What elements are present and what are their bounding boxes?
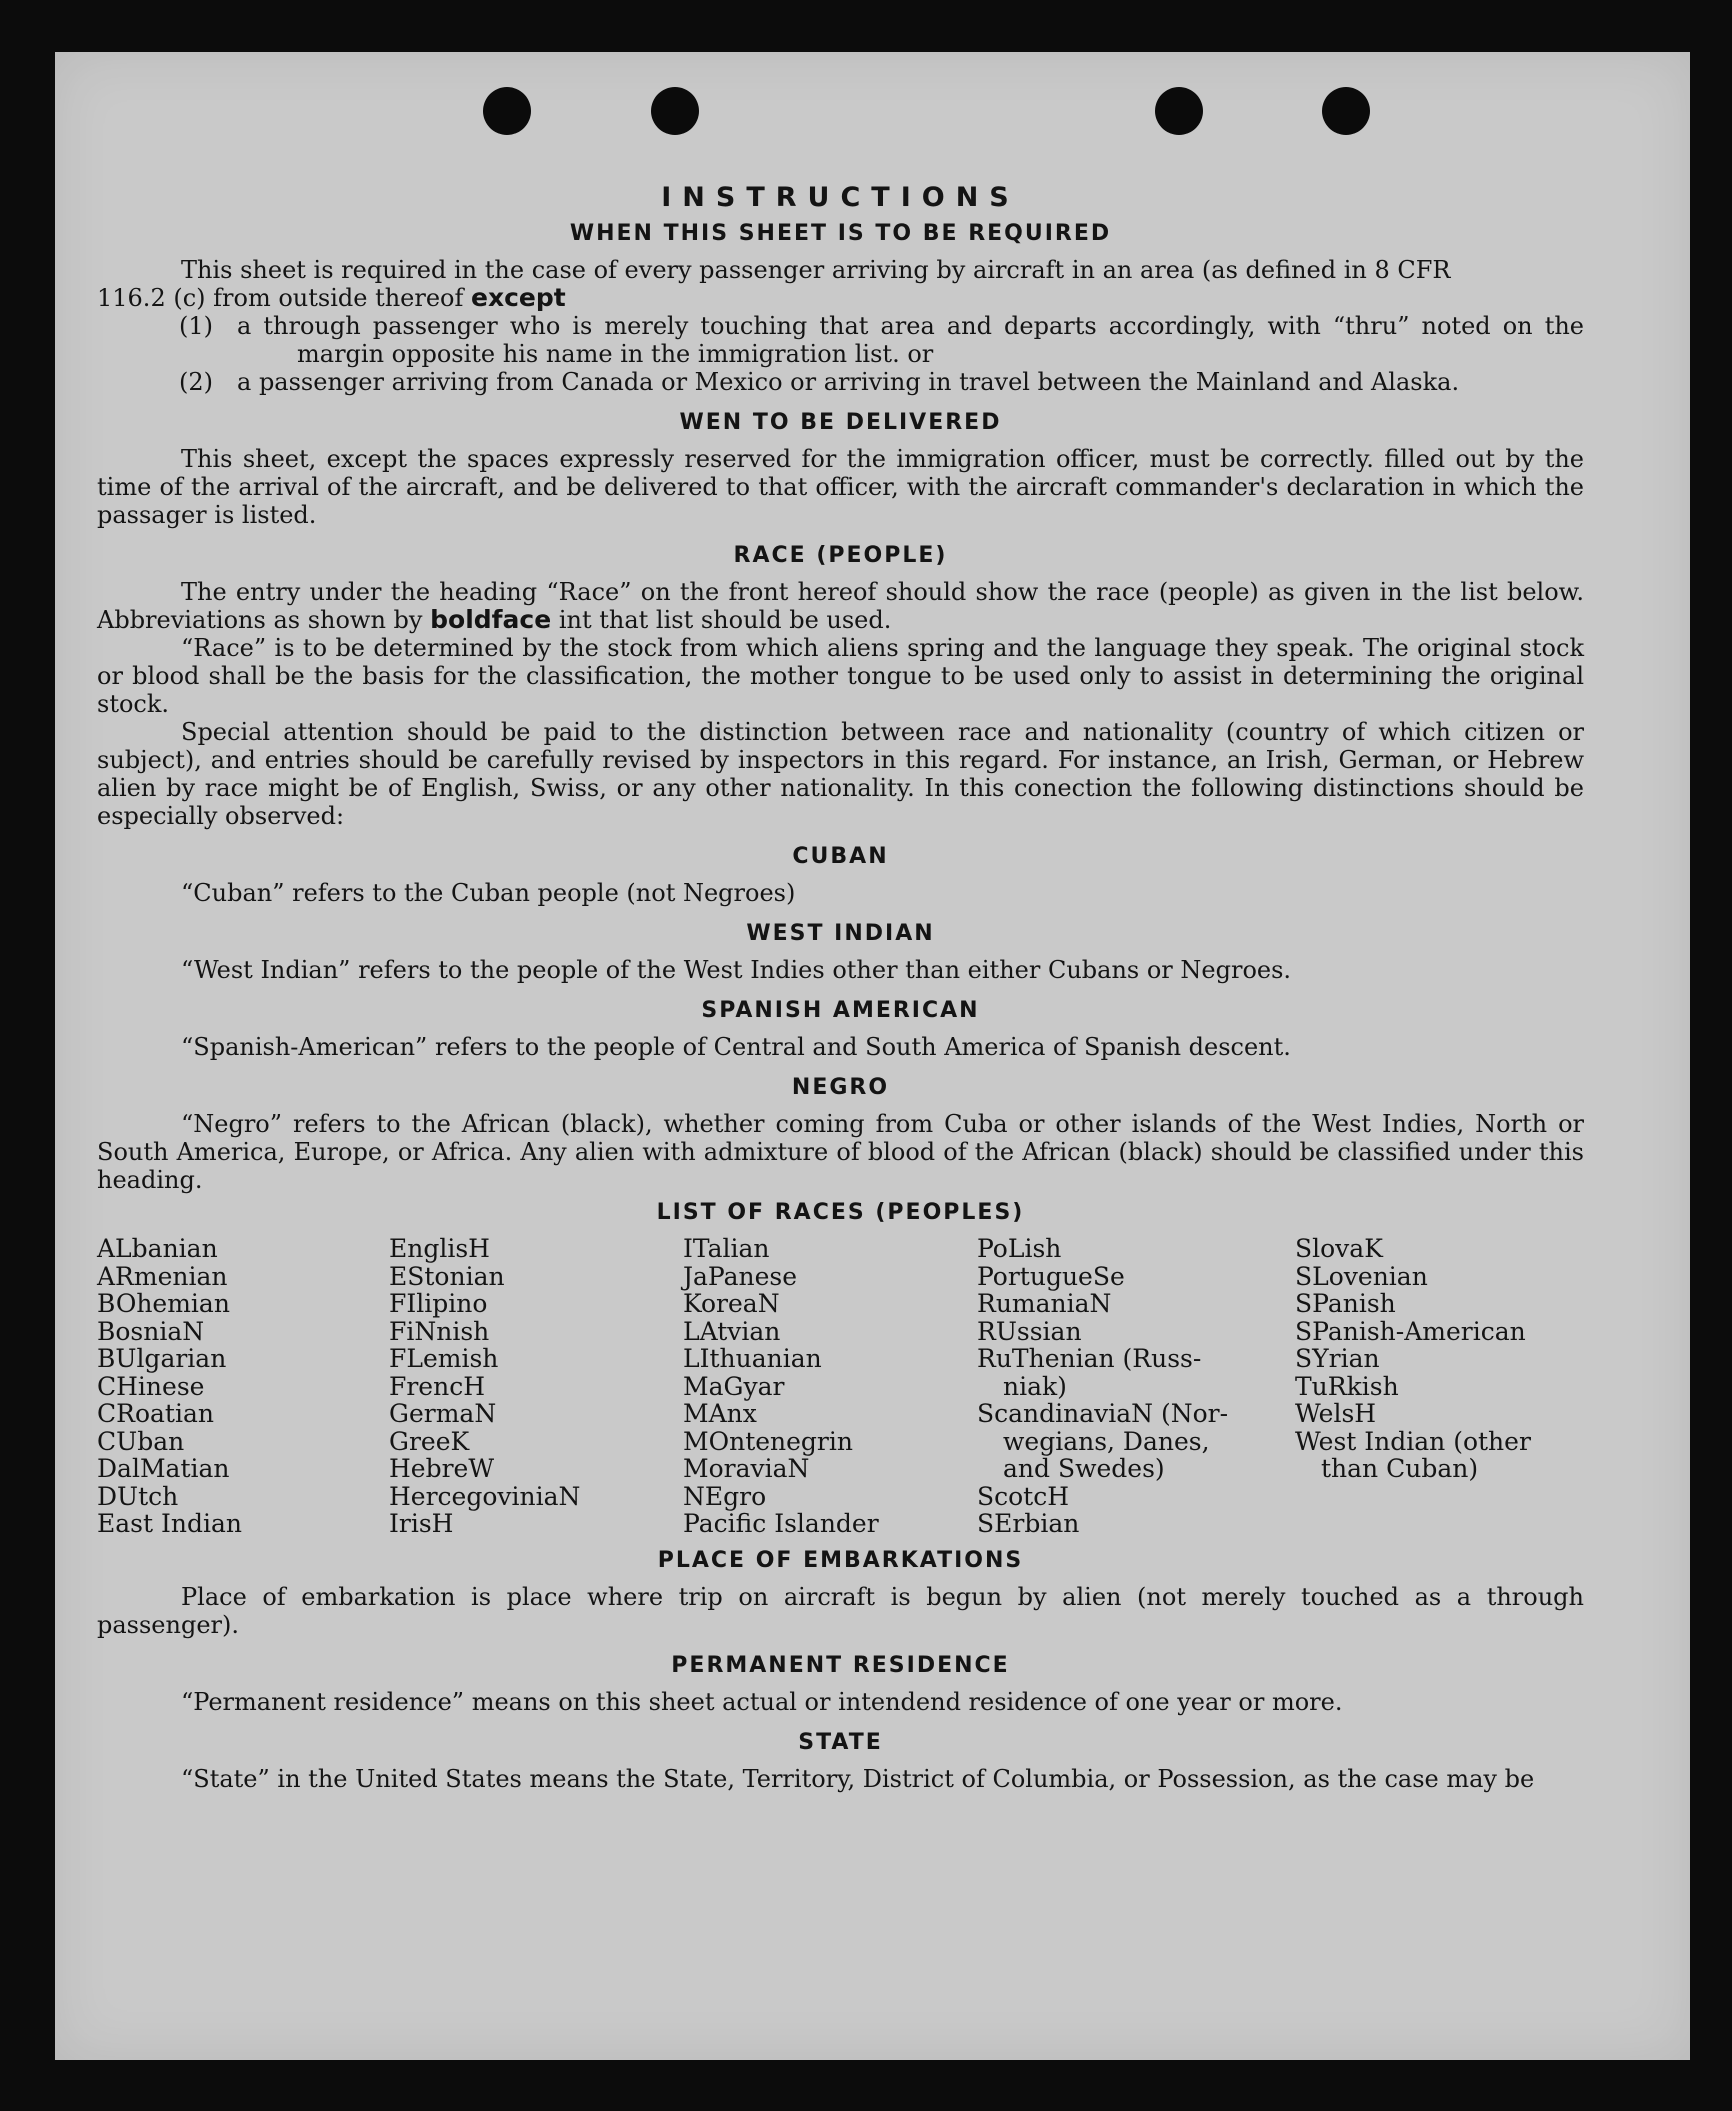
race-entry: and Swedes) bbox=[1003, 1454, 1165, 1483]
punch-hole bbox=[1155, 87, 1203, 135]
race-entry: FIlipino bbox=[389, 1289, 488, 1318]
race-entry: MOntenegrin bbox=[683, 1426, 853, 1456]
race-entry: WelsH bbox=[1295, 1399, 1377, 1428]
spanish-american-definition: “Spanish-American” refers to the people of Central and South America of Spanish descent. bbox=[181, 1033, 1291, 1061]
race-entry: LIthuanian bbox=[683, 1344, 822, 1373]
heading-west-indian: WEST INDIAN bbox=[746, 921, 935, 946]
race-entry: MoraviaN bbox=[683, 1454, 810, 1483]
state-definition: “State” in the United States means the State, Territory, District of Columbia, or Possession, as the case may be bbox=[181, 1764, 1535, 1793]
heading-spanish-american: SPANISH AMERICAN bbox=[701, 998, 980, 1023]
heading-when-delivered: WEN TO BE DELIVERED bbox=[679, 410, 1002, 435]
race-entry: PoLish bbox=[977, 1234, 1062, 1263]
heading-state: STATE bbox=[798, 1729, 883, 1755]
race-entry: FiNnish bbox=[389, 1316, 490, 1346]
race-entry: ITalian bbox=[683, 1234, 770, 1263]
when-required-intro: This sheet is required in the case of every passenger arriving by aircraft in an area (as defined in 8 CFR bbox=[181, 256, 1451, 284]
race-entry: than Cuban) bbox=[1321, 1454, 1479, 1483]
page-title: INSTRUCTIONS bbox=[661, 182, 1020, 213]
race-entry: HercegoviniaN bbox=[389, 1481, 581, 1511]
west-indian-definition: “West Indian” refers to the people of the West Indies other than either Cubans or Negroes. bbox=[181, 956, 1292, 984]
heading-permanent-residence: PERMANENT RESIDENCE bbox=[671, 1652, 1010, 1678]
race-entry: JaPanese bbox=[683, 1261, 798, 1291]
race-entry: SYrian bbox=[1295, 1344, 1380, 1373]
race-entry: BUlgarian bbox=[97, 1344, 227, 1373]
punch-hole bbox=[1322, 87, 1370, 135]
race-entry: Pacific Islander bbox=[683, 1509, 879, 1538]
race-entry: EnglisH bbox=[389, 1234, 490, 1263]
race-entry: NEgro bbox=[683, 1481, 767, 1511]
race-entry: PortugueSe bbox=[977, 1261, 1125, 1291]
races-column bbox=[97, 1235, 389, 1538]
race-entry: EStonian bbox=[389, 1261, 505, 1291]
race-paragraph-1: The entry under the heading “Race” on the front hereof should show the race (people) as given in the list below. Abbreviations as shown by boldface int that list should be used. bbox=[97, 578, 1584, 634]
race-entry: ScandinaviaN (Nor- bbox=[977, 1399, 1229, 1428]
heading-list-of-races: LIST OF RACES (PEOPLES) bbox=[656, 1200, 1025, 1225]
instructions-content bbox=[97, 182, 1584, 1793]
race-entry: SErbian bbox=[977, 1509, 1080, 1538]
race-entry: MAnx bbox=[683, 1399, 757, 1428]
race-entry: CHinese bbox=[97, 1371, 205, 1401]
race-entry: HebreW bbox=[389, 1454, 495, 1483]
race-entry: CRoatian bbox=[97, 1399, 214, 1428]
heading-when-required: WHEN THIS SHEET IS TO BE REQUIRED bbox=[569, 221, 1112, 246]
race-entry: TuRkish bbox=[1295, 1371, 1399, 1401]
when-required-cfr: 116.2 (c) from outside thereof except bbox=[97, 283, 566, 312]
punch-hole bbox=[483, 87, 531, 135]
race-entry: SPanish-American bbox=[1295, 1316, 1526, 1346]
races-column bbox=[683, 1235, 977, 1538]
heading-cuban: CUBAN bbox=[792, 844, 889, 869]
race-entry: SlovaK bbox=[1295, 1234, 1383, 1263]
races-column bbox=[977, 1235, 1295, 1538]
race-paragraph-3: Special attention should be paid to the distinction between race and nationality (country of which citizen or subject), and entries should be carefully revised by inspectors in this regard. For instance, an Irish, German, or Hebrew alien by race might be of English, Swiss, or any other nationality. In this conection the following distinctions should be especially observed: bbox=[97, 718, 1584, 830]
cuban-definition: “Cuban” refers to the Cuban people (not Negroes) bbox=[181, 879, 796, 907]
race-paragraph-2: “Race” is to be determined by the stock from which aliens spring and the language they speak. The original stock or blood shall be the basis for the classification, the mother tongue to be used only to assist in determining the original stock. bbox=[97, 634, 1584, 718]
negro-definition: “Negro” refers to the African (black), whether coming from Cuba or other islands of the West Indies, North or South America, Europe, or Africa. Any alien with admixture of blood of the African (black) should be classified under this heading. bbox=[97, 1110, 1584, 1194]
heading-race: RACE (PEOPLE) bbox=[733, 543, 948, 568]
race-entry: RUssian bbox=[977, 1316, 1082, 1346]
race-entry: GermaN bbox=[389, 1399, 497, 1428]
race-entry: niak) bbox=[1003, 1371, 1067, 1401]
race-entry: FrencH bbox=[389, 1371, 485, 1401]
race-entry: LAtvian bbox=[683, 1316, 781, 1346]
race-entry: KoreaN bbox=[683, 1289, 780, 1318]
race-entry: GreeK bbox=[389, 1426, 470, 1456]
exception-item-1: (1) a through passenger who is merely touching that area and departs accordingly, with “thru” noted on the margin opposite his name in the immigration list. or bbox=[179, 312, 1584, 368]
race-entry: CUban bbox=[97, 1426, 185, 1456]
race-entry: FLemish bbox=[389, 1344, 499, 1373]
embarkation-definition: Place of embarkation is place where trip on aircraft is begun by alien (not merely touched as a through passenger). bbox=[97, 1582, 1584, 1639]
race-entry: RuThenian (Russ- bbox=[977, 1344, 1202, 1373]
race-entry: BosniaN bbox=[97, 1316, 205, 1346]
race-entry: West Indian (other bbox=[1295, 1426, 1531, 1456]
boldface-keyword: boldface bbox=[430, 605, 552, 634]
race-entry: East Indian bbox=[97, 1509, 242, 1538]
races-column bbox=[1295, 1235, 1584, 1538]
race-entry: BOhemian bbox=[97, 1289, 230, 1318]
race-entry: ALbanian bbox=[97, 1234, 218, 1263]
races-column bbox=[389, 1235, 683, 1538]
races-list bbox=[97, 1235, 1584, 1538]
instruction-sheet bbox=[55, 52, 1690, 2060]
race-entry: DalMatian bbox=[97, 1454, 230, 1483]
race-entry: ScotcH bbox=[977, 1481, 1070, 1511]
race-entry: MaGyar bbox=[683, 1371, 785, 1401]
race-entry: IrisH bbox=[389, 1509, 454, 1538]
race-entry: ARmenian bbox=[97, 1261, 228, 1291]
race-entry: SLovenian bbox=[1295, 1261, 1428, 1291]
race-entry: RumaniaN bbox=[977, 1289, 1112, 1318]
race-entry: DUtch bbox=[97, 1481, 179, 1511]
race-entry: wegians, Danes, bbox=[1003, 1426, 1210, 1456]
except-keyword: except bbox=[471, 283, 566, 312]
punch-hole bbox=[651, 87, 699, 135]
heading-embarkation: PLACE OF EMBARKATIONS bbox=[657, 1547, 1024, 1573]
exception-item-2: (2) a passenger arriving from Canada or Mexico or arriving in travel between the Mainland and Alaska. bbox=[179, 368, 1460, 396]
when-delivered-text: This sheet, except the spaces expressly reserved for the immigration officer, must be correctly. filled out by the time of the arrival of the aircraft, and be delivered to that officer, with the aircraft commander's declaration in which the passager is listed. bbox=[97, 445, 1584, 529]
heading-negro: NEGRO bbox=[791, 1075, 890, 1100]
race-entry: SPanish bbox=[1295, 1289, 1396, 1318]
permanent-residence-definition: “Permanent residence” means on this sheet actual or intendend residence of one year or more. bbox=[181, 1687, 1343, 1716]
